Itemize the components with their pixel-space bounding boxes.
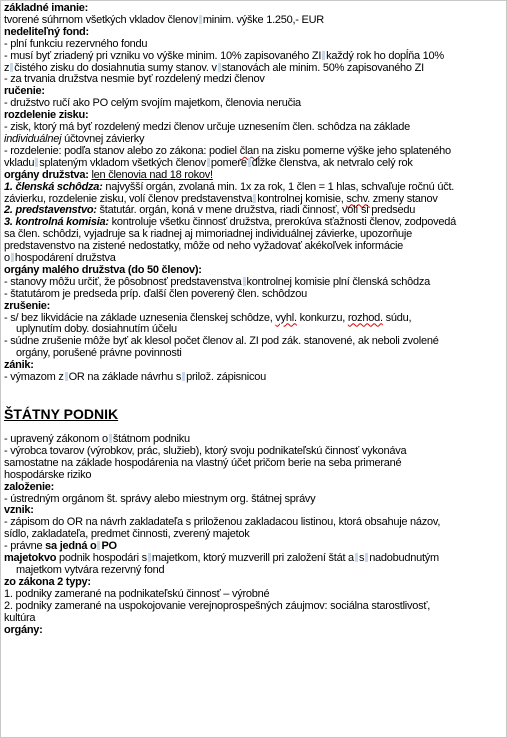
text-line: samostatne na základe hospodárenia na vlastný účet pričom berie na seba primerané [4,456,402,469]
text-line: tvorené súhrnom všetkých vkladov členov minim. výške 1.250,- EUR [4,13,325,26]
text-line: orgány družstva: len členovia nad 18 rokov! [4,168,213,181]
text-line: 3. kontrolná komisia: kontroluje všetku činnosť družstva, prerokúva sťažnosti členov, zodpovedá [4,216,457,229]
text-line: - štatutárom je predseda príp. ďalší člen poverený člen. schôdzou [4,287,307,300]
text-line: - právne sa jedná o PO [4,540,117,553]
text-line: orgány, porušené právne povinnosti [16,347,182,360]
text-line: - súdne zrušenie môže byť ak klesol počet členov al. ZI pod zák. stanovené, ak neboli zvolené [4,335,439,348]
text-line: hospodárske riziko [4,468,92,481]
text-line: sídlo, zakladateľa, predmet činnosti, zverený majetok [4,528,250,541]
text-line: z čistého zisku do dosiahnutia sumy stanov. v stanovách ale minim. 50% zapisovaného ZI [4,61,424,74]
heading-vznik: vznik: [4,504,34,517]
text-line: - rozdelenie: podľa stanov alebo zo zákona: podiel član na zisku pomerne výške jeho splateného [4,144,451,157]
document-body [4,3,504,636]
text-line: - družstvo ručí ako PO celým svojím majetkom, členovia neručia [4,97,301,110]
text-line: majetkom vytvára rezervný fond [16,563,165,576]
text-line: - stanovy môžu určiť, že pôsobnosť predstavenstva kontrolnej komisie plní členská schôdza [4,275,430,288]
heading-organy: orgány: [4,623,43,636]
text-line: 2. predstavenstvo: štatutár. orgán, koná v mene družstva, riadi činnosť, volí si predsedu [4,204,416,217]
heading-zrusenie: zrušenie: [4,299,51,312]
text-line: kultúra [4,611,36,624]
heading-zanik: zánik: [4,359,34,372]
text-line: predstavenstvo na zistené nedostatky, môže od neho vyžadovať akékoľvek informácie [4,240,404,253]
text-line: - plní funkciu rezervného fondu [4,37,148,50]
text-line: majetokvo podnik hospodári s majetkom, ktorý muzverill pri založení štát a s nadobudnutým [4,552,439,565]
text-line: 2. podniky zamerané na uspokojovanie verejnoprospešných záujmov: sociálna starostlivosť, [4,599,431,612]
text-line: - výrobca tovarov (výrobkov, prác, služieb), ktorý svoju podnikateľskú činnosť vykonáva [4,444,407,457]
text-line: 1. členská schôdza: najvyšší orgán, zvolaná min. 1x za rok, 1 člen = 1 hlas, schvaľuje ročnú účt. [4,180,455,193]
text-line: - zisk, ktorý má byť rozdelený medzi členov určuje uznesením člen. schôdza na základe [4,121,410,134]
text-line: závierku, rozdelenie zisku, volí členov predstavenstva kontrolnej komisie, schv. zmeny stanov [4,192,438,205]
heading-zakladne-imanie: základné imanie: [4,2,89,14]
text-line: - upravený zákonom o štátnom podniku [4,433,190,445]
text-line: vkladu splateným vkladom všetkých členov pomere dĺžke členstva, ak netvralo celý rok [4,156,413,169]
text-line: uplynutím doby. dosiahnutím účelu [16,323,177,336]
heading-zo-zakona: zo zákona 2 typy: [4,575,91,588]
heading-rozdelenie-zisku: rozdelenie zisku: [4,109,89,122]
text-line: - výmazom z OR na základe návrhu s prilož. zápisnicou [4,371,266,384]
section-title-statny-podnik: ŠTÁTNY PODNIK [4,406,119,422]
text-line: individuálnej účtovnej závierky [4,132,145,145]
text-line: 1. podniky zamerané na podnikateľskú činnosť – výrobné [4,587,270,600]
heading-nedelitelny-fond: nedeliteľný fond: [4,25,89,38]
heading-zalozenie: založenie: [4,480,55,493]
text-line: - ústredným orgánom št. správy alebo miestnym org. štátnej správy [4,492,316,505]
text-line: - s/ bez likvidácie na základe uznesenia členskej schôdze, vyhl. konkurzu, rozhod. súdu, [4,311,412,324]
heading-organy-maleho-druzstva: orgány malého družstva (do 50 členov): [4,263,202,276]
text-line: sa člen. schôdzi, vyjadruje sa k riadnej aj mimoriadnej individuálnej závierke, upozorňuje [4,228,412,241]
text-line: - zápisom do OR na návrh zakladateľa s priloženou zakladacou listinou, ktorá obsahuje názov, [4,516,441,529]
text-line: - za trvania družstva nesmie byť rozdelený medzi členov [4,73,265,86]
text-line: - musí byť zriadený pri vzniku vo výške minim. 10% zapisovaného ZI každý rok ho dopĺňa 10% [4,49,444,62]
text-line: o hospodárení družstva [4,252,116,265]
heading-rucenie: ručenie: [4,85,45,98]
